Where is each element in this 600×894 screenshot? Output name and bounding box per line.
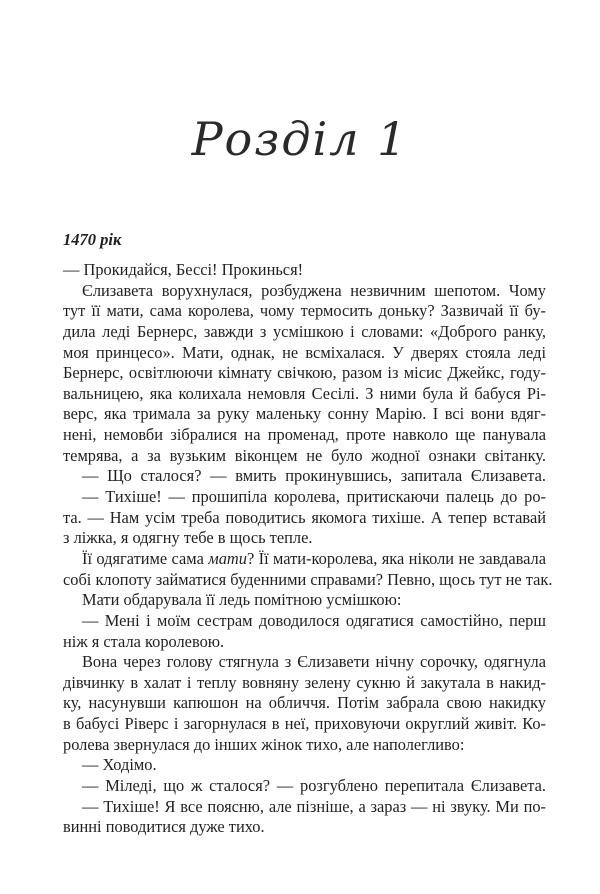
text-line: — Що сталося? — вмить прокинувшись, запитала Єлизавета. <box>82 466 546 486</box>
text-line: верс, яка тримала за руку маленьку сонну Марію. І всі вони вдяг- <box>63 404 546 424</box>
text-line: Єлизавета ворухнулася, розбуджена незвичним шепотом. Чому <box>82 280 546 300</box>
text-line: та. — Нам усім треба поводитись якомога тихіше. А тепер вставай <box>63 507 546 527</box>
text-line: — Тихіше! Я все поясню, але пізніше, а зараз — ні звуку. Ми по- <box>82 796 546 816</box>
emphasis-text: мати <box>208 548 247 568</box>
text-line: нені, немовби зібралися на променад, проте навколо ще панувала <box>63 425 546 445</box>
text-line: — Мені і моїм сестрам доводилося одягатися самостійно, перш <box>82 610 546 630</box>
text-line: моя принцесо». Мати, однак, не всміхалася. У дверях стояла леді <box>63 342 546 362</box>
body-text <box>63 260 553 838</box>
text-span: ? Її мати-королева, яка ніколи не завдавала <box>246 548 546 568</box>
text-line: — Міледі, що ж сталося? — розгублено перепитала Єлизавета. <box>82 776 546 796</box>
text-line: вальницею, яка колихала немовля Сесілі. З ними була й бабуся Рі- <box>63 383 546 403</box>
text-line: ку, насунувши капюшон на обличчя. Потім забрала свою накидку <box>63 693 546 713</box>
text-line: тут її мати, сама королева, чому термосить доньку? Зазвичай її бу- <box>63 301 546 321</box>
text-line: дівчинку в халат і теплу вовняну зелену сукню й закутала в накид- <box>63 672 546 692</box>
text-line: — Тихіше! — прошипіла королева, притискаючи палець до ро- <box>82 487 546 507</box>
text-line: винні поводитися дуже тихо. <box>63 817 265 837</box>
text-line: — Прокидайся, Бессі! Прокинься! <box>63 260 304 279</box>
year-heading: 1470 рік <box>63 230 122 249</box>
text-line: Мати обдарувала її ледь помітною усмішкою: <box>82 590 402 610</box>
text-line: дила леді Бернерс, завжди з усмішкою і словами: «Доброго ранку, <box>63 321 546 341</box>
text-line: собі клопоту займатися буденними справами? Певно, щось тут не так. <box>63 569 553 589</box>
text-line: в бабусі Ріверс і загорнулася в неї, приховуючи округлий живіт. Ко- <box>63 714 546 734</box>
text-line: Вона через голову стягнула з Єлизавети нічну сорочку, одягнула <box>82 652 546 672</box>
text-line: — Ходімо. <box>82 755 157 775</box>
text-line: темрява, а за вузьким віконцем не було жодної ознаки світанку. <box>63 445 546 465</box>
text-line: Бернерс, освітлюючи кімнату свічкою, разом із місис Джейкс, году- <box>63 363 546 383</box>
text-line: ніж я стала королевою. <box>63 631 225 651</box>
text-line: з ліжка, я одягну тебе в щось тепле. <box>63 528 313 548</box>
text-span: Її одягатиме сама <box>82 548 209 568</box>
chapter-title: Розділ 1 <box>191 112 409 166</box>
text-line: ролева звернулася до інших жінок тихо, але наполегливо: <box>63 734 465 754</box>
text-line <box>63 549 546 570</box>
